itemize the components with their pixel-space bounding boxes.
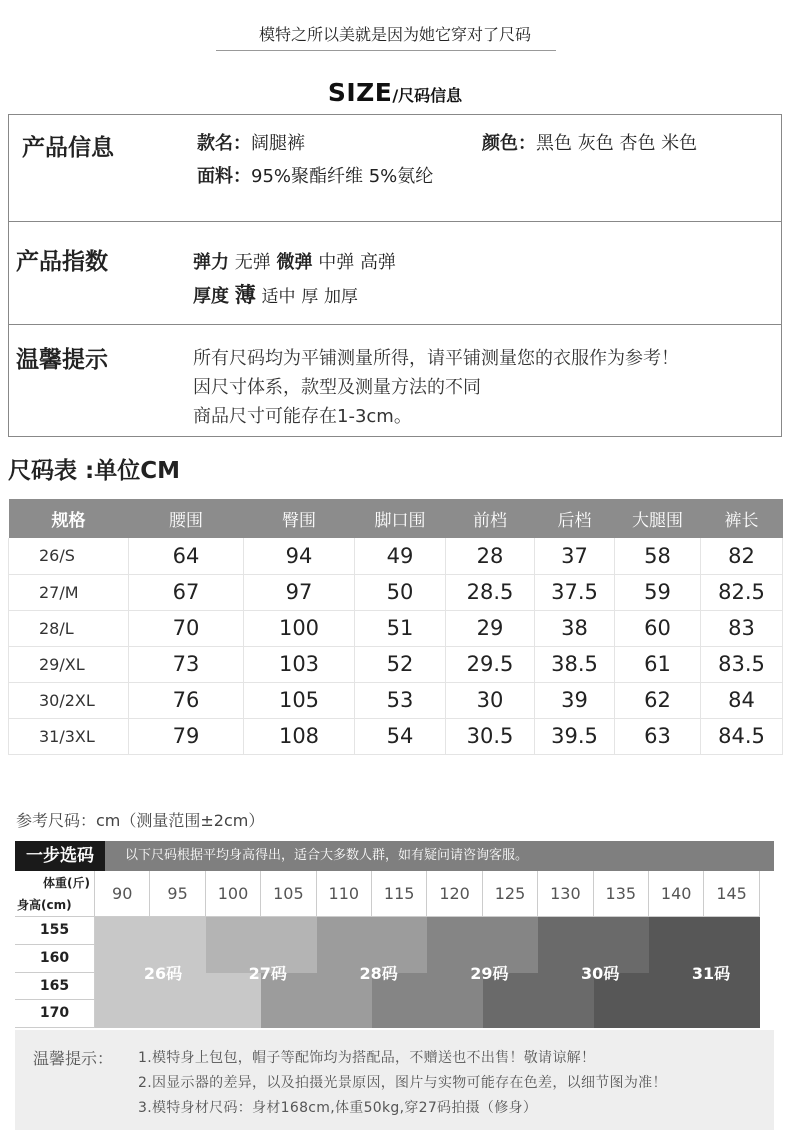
weight-header-cell: 90 (95, 871, 150, 917)
warm-tip-line: 所有尺码均为平铺测量所得，请平铺测量您的衣服作为参考！ (193, 348, 679, 369)
size-table (8, 499, 783, 755)
header-cell: 大腿围 (615, 499, 701, 538)
size-block-label: 30码 (581, 963, 620, 983)
thickness-label: 厚度 (193, 286, 229, 307)
measurement-cell: 100 (244, 610, 355, 646)
measurement-cell: 67 (129, 574, 244, 610)
elasticity-row (193, 248, 396, 274)
color-value: 黑色 灰色 杏色 米色 (536, 133, 698, 154)
style-label: 款名： (197, 133, 251, 154)
measurement-cell: 64 (129, 538, 244, 574)
weight-header-cell: 140 (649, 871, 704, 917)
measurement-cell: 54 (355, 718, 446, 754)
measurement-cell: 29.5 (446, 646, 535, 682)
measurement-cell: 84 (701, 682, 783, 718)
height-row-label: 160 (15, 945, 95, 973)
note-line: 3.模特身材尺码：身材168cm,体重50kg,穿27码拍摄（修身） (138, 1100, 538, 1116)
table-row (9, 610, 783, 646)
measurement-cell: 76 (129, 682, 244, 718)
weight-header-cell: 145 (704, 871, 759, 917)
measurement-cell: 62 (615, 682, 701, 718)
divider (9, 324, 781, 325)
measurement-cell: 50 (355, 574, 446, 610)
fabric-row (197, 162, 433, 188)
measurement-cell: 51 (355, 610, 446, 646)
measurement-cell: 28 (446, 538, 535, 574)
measurement-cell: 39 (535, 682, 615, 718)
measurement-cell: 84.5 (701, 718, 783, 754)
header-cell: 规格 (9, 499, 129, 538)
thickness-option: 加厚 (323, 287, 358, 307)
measurement-cell: 59 (615, 574, 701, 610)
table-row (9, 574, 783, 610)
recommend-description: 以下尺码根据平均身高得出，适合大多数人群，如有疑问请咨询客服。 (125, 848, 529, 863)
size-spec-cell: 27/M (9, 574, 129, 610)
measurement-cell: 83 (701, 610, 783, 646)
note-line: 2.因显示器的差异，以及拍摄光景原因，图片与实物可能存在色差，以细节图为准！ (138, 1075, 667, 1091)
header-cell: 腰围 (129, 499, 244, 538)
measurement-cell: 28.5 (446, 574, 535, 610)
top-slogan: 模特之所以美就是因为她它穿对了尺码 (258, 25, 531, 44)
measurement-cell: 30.5 (446, 718, 535, 754)
product-info-box (8, 114, 782, 437)
slogan-underline (216, 50, 556, 51)
elasticity-label: 弹力 (193, 252, 229, 273)
weight-header-cell: 95 (150, 871, 205, 917)
warm-tip-title: 温馨提示 (16, 347, 108, 373)
measurement-cell: 39.5 (535, 718, 615, 754)
size-spec-cell: 26/S (9, 538, 129, 574)
grid-corner (15, 871, 95, 917)
weight-axis-label: 体重(斤) (43, 876, 90, 890)
measurement-cell: 103 (244, 646, 355, 682)
weight-header-cell: 120 (427, 871, 482, 917)
table-row (9, 718, 783, 754)
style-row (197, 129, 305, 155)
thickness-option: 厚 (301, 287, 319, 307)
measurement-cell: 53 (355, 682, 446, 718)
style-value: 阔腿裤 (251, 133, 305, 154)
measurement-cell: 37 (535, 538, 615, 574)
height-row-label: 155 (15, 917, 95, 945)
height-row-label: 165 (15, 973, 95, 1001)
measurement-cell: 29 (446, 610, 535, 646)
size-block-label: 29码 (470, 963, 509, 983)
header-cell: 臀围 (244, 499, 355, 538)
thickness-option: 适中 (261, 287, 296, 307)
table-row (9, 646, 783, 682)
elasticity-option: 无弹 (234, 252, 271, 273)
measurement-cell: 30 (446, 682, 535, 718)
reference-size-note: 参考尺码：cm（测量范围±2cm） (16, 811, 265, 830)
measurement-cell: 38 (535, 610, 615, 646)
size-spec-cell: 29/XL (9, 646, 129, 682)
notes-box (15, 1030, 774, 1130)
size-block-label: 28码 (359, 963, 398, 983)
measurement-cell: 105 (244, 682, 355, 718)
header-cell: 后档 (535, 499, 615, 538)
elasticity-option-selected: 微弹 (276, 252, 313, 273)
weight-header-cell: 105 (261, 871, 316, 917)
product-info-title: 产品信息 (22, 135, 114, 161)
weight-header-cell: 135 (594, 871, 649, 917)
size-spec-cell: 31/3XL (9, 718, 129, 754)
header-cell: 脚口围 (355, 499, 446, 538)
elasticity-option: 中弹 (318, 252, 355, 273)
thickness-option-selected: 薄 (234, 283, 256, 307)
thickness-row (193, 279, 358, 309)
weight-header-cell: 115 (372, 871, 427, 917)
measurement-cell: 49 (355, 538, 446, 574)
size-recommend-grid (15, 871, 774, 1028)
size-title-small: /尺码信息 (392, 86, 463, 105)
size-spec-cell: 28/L (9, 610, 129, 646)
size-block-label: 26码 (143, 963, 183, 983)
measurement-cell: 79 (129, 718, 244, 754)
table-row (9, 538, 783, 574)
measurement-cell: 94 (244, 538, 355, 574)
color-row (482, 129, 697, 155)
measurement-cell: 58 (615, 538, 701, 574)
measurement-cell: 63 (615, 718, 701, 754)
size-block-label: 31码 (691, 963, 731, 983)
warm-tip-line: 因尺寸体系，款型及测量方法的不同 (193, 377, 481, 398)
measurement-cell: 83.5 (701, 646, 783, 682)
measurement-cell: 37.5 (535, 574, 615, 610)
size-chart-title: 尺码表 :单位CM (8, 458, 180, 484)
product-index-title: 产品指数 (16, 249, 108, 275)
weight-header-cell: 125 (483, 871, 538, 917)
size-info-heading (0, 78, 790, 107)
height-row-label: 170 (15, 1000, 95, 1028)
weight-header-cell: 130 (538, 871, 593, 917)
measurement-cell: 61 (615, 646, 701, 682)
size-block-label: 27码 (248, 963, 287, 983)
notes-title: 温馨提示： (33, 1049, 114, 1068)
header-cell: 前档 (446, 499, 535, 538)
measurement-cell: 108 (244, 718, 355, 754)
header-cell: 裤长 (701, 499, 783, 538)
divider (9, 221, 781, 222)
recommend-bar (15, 841, 774, 871)
height-axis-label: 身高(cm) (17, 898, 72, 912)
fabric-value: 95%聚酯纤维 5%氨纶 (251, 166, 434, 187)
weight-header-cell: 100 (206, 871, 261, 917)
measurement-cell: 97 (244, 574, 355, 610)
measurement-cell: 70 (129, 610, 244, 646)
measurement-cell: 73 (129, 646, 244, 682)
measurement-cell: 82.5 (701, 574, 783, 610)
measurement-cell: 52 (355, 646, 446, 682)
size-title-big: SIZE (327, 78, 393, 107)
measurement-cell: 82 (701, 538, 783, 574)
color-label: 颜色： (482, 133, 536, 154)
warm-tip-line: 商品尺寸可能存在1-3cm。 (193, 406, 412, 427)
table-row (9, 682, 783, 718)
note-line: 1.模特身上包包，帽子等配饰均为搭配品，不赠送也不出售！敬请谅解！ (138, 1050, 596, 1066)
size-spec-cell: 30/2XL (9, 682, 129, 718)
measurement-cell: 38.5 (535, 646, 615, 682)
recommend-label: 一步选码 (15, 841, 105, 871)
measurement-cell: 60 (615, 610, 701, 646)
fabric-label: 面料： (197, 166, 251, 187)
elasticity-option: 高弹 (359, 252, 396, 273)
weight-header-cell: 110 (317, 871, 372, 917)
size-table-header-row (9, 499, 783, 538)
